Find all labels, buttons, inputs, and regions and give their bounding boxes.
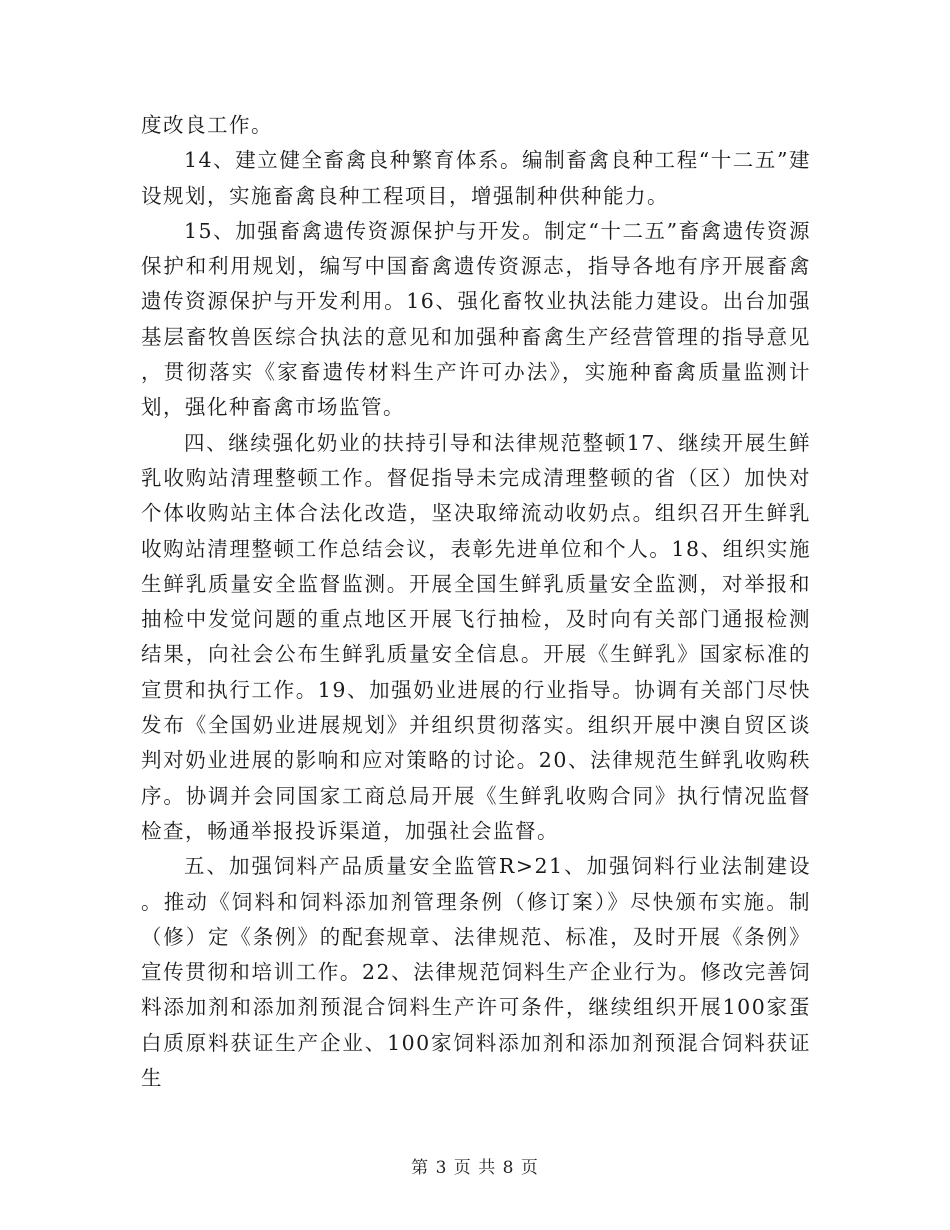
paragraph-section-5: 五、加强饲料产品质量安全监管R>21、加强饲料行业法制建设。推动《饲料和饲料添加剂管理条例（修订案）》尽快颁布实施。制（修）定《条例》的配套规章、法律规范、标准，及时开展《条例》宣传贯彻和培训工作。22、法律规范饲料生产企业行为。修改完善饲料添加剂和添加剂预混合饲料生产许可条件，继续组织开展100家蛋白质原料获证生产企业、100家饲料添加剂和添加剂预混合饲料获证生 bbox=[141, 854, 811, 1091]
paragraph-item-15-16: 15、加强畜禽遗传资源保护与开发。制定“十二五”畜禽遗传资源保护和利用规划，编写中国畜禽遗传资源志，指导各地有序开展畜禽遗传资源保护与开发利用。16、强化畜牧业执法能力建设。出台加强基层畜牧兽医综合执法的意见和加强种畜禽生产经营管理的指导意见，贯彻落实《家畜遗传材料生产许可办法》，实施种畜禽质量监测计划，强化种畜禽市场监管。 bbox=[141, 218, 811, 420]
page-footer: 第 3 页 共 8 页 bbox=[411, 1158, 539, 1178]
document-body bbox=[141, 108, 811, 1096]
paragraph-continuation: 度改良工作。 bbox=[141, 113, 273, 137]
paragraph-section-4: 四、继续强化奶业的扶持引导和法律规范整顿17、继续开展生鲜乳收购站清理整顿工作。督促指导未完成清理整顿的省（区）加快对个体收购站主体合法化改造，坚决取缔流动收奶点。组织召开生鲜乳收购站清理整顿工作总结会议，表彰先进单位和个人。18、组织实施生鲜乳质量安全监督监测。开展全国生鲜乳质量安全监测，对举报和抽检中发觉问题的重点地区开展飞行抽检，及时向有关部门通报检测结果，向社会公布生鲜乳质量安全信息。开展《生鲜乳》国家标准的宣贯和执行工作。19、加强奶业进展的行业指导。协调有关部门尽快发布《全国奶业进展规划》并组织贯彻落实。组织开展中澳自贸区谈判对奶业进展的影响和应对策略的讨论。20、法律规范生鲜乳收购秩序。协调并会同国家工商总局开展《生鲜乳收购合同》执行情况监督检查，畅通举报投诉渠道，加强社会监督。 bbox=[141, 430, 811, 843]
paragraph-item-14: 14、建立健全畜禽良种繁育体系。编制畜禽良种工程“十二五”建设规划，实施畜禽良种工程项目，增强制种供种能力。 bbox=[141, 148, 811, 208]
